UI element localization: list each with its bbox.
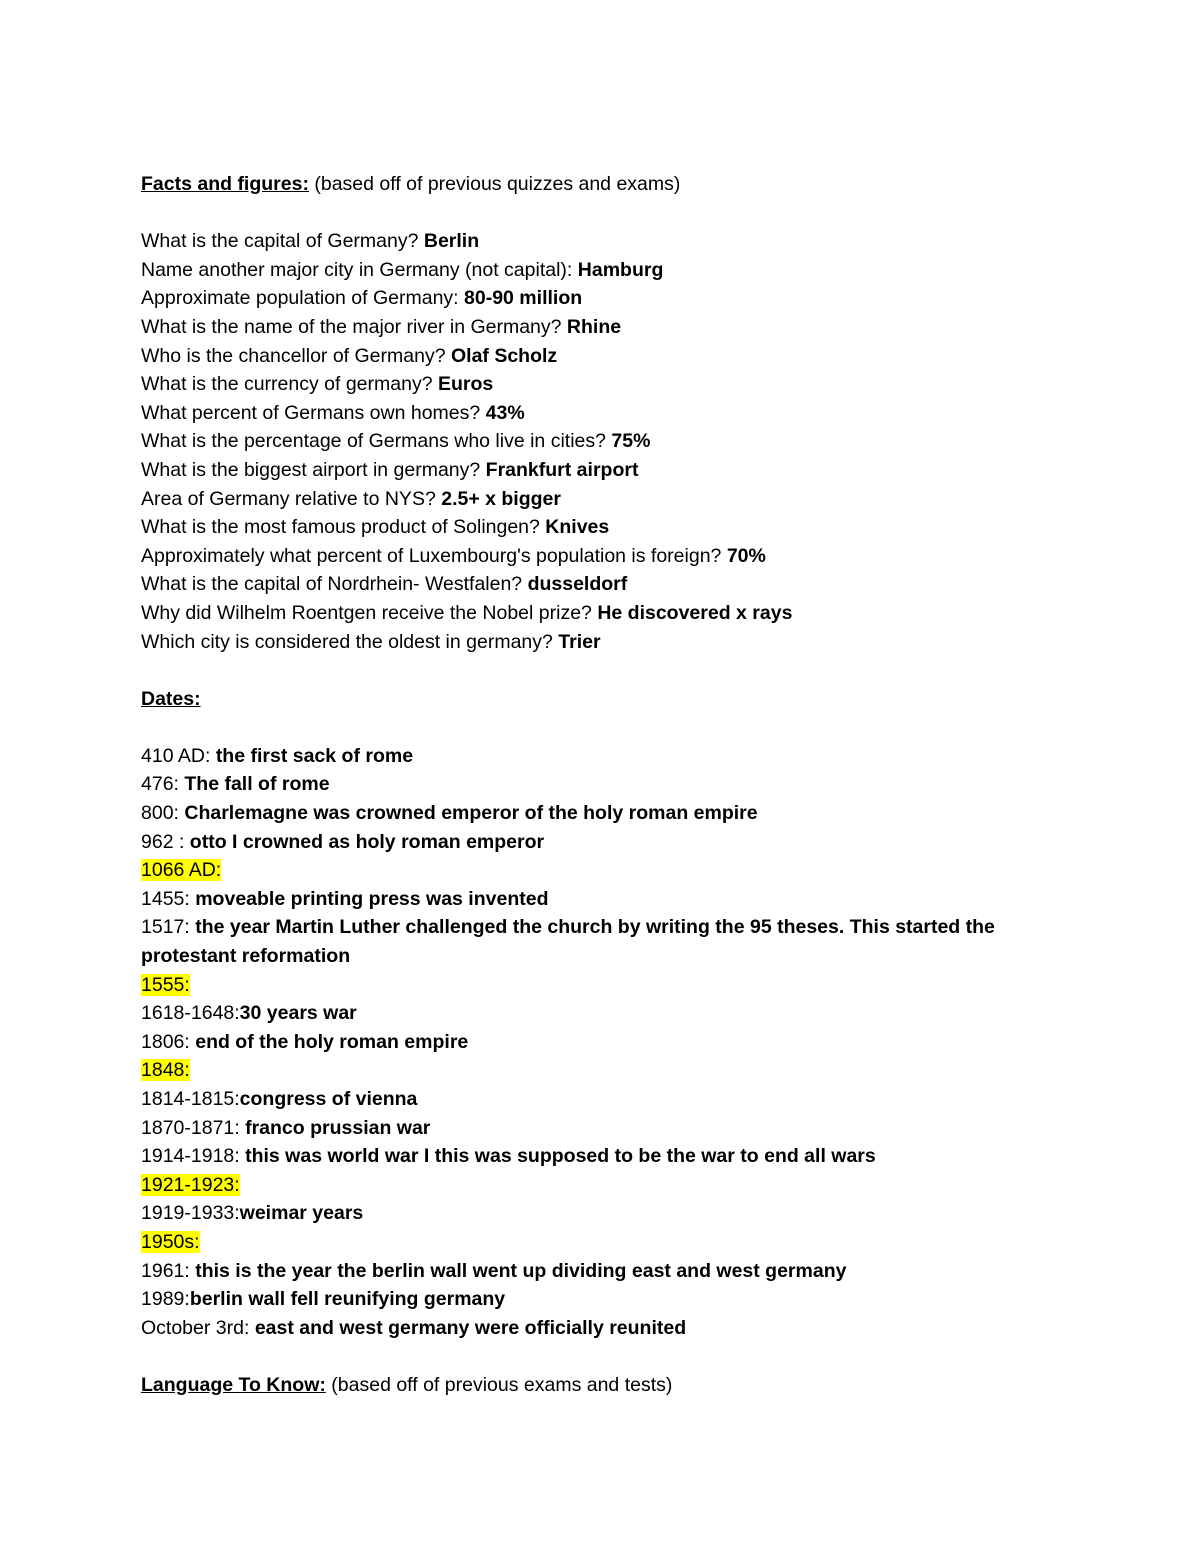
date-item [141, 1028, 1071, 1057]
fact-answer: dusseldorf [527, 573, 628, 596]
language-heading-line [141, 1371, 1071, 1400]
date-label: 410 AD: [141, 744, 216, 767]
date-item [141, 999, 1071, 1028]
date-label: 1618-1648: [141, 1002, 240, 1025]
fact-question: What is the biggest airport in germany? [141, 458, 486, 481]
date-item [141, 913, 1071, 970]
date-event: this was world war I this was supposed to be the war to end all wars [245, 1145, 876, 1168]
fact-item [141, 227, 1071, 256]
date-event: the first sack of rome [215, 744, 414, 767]
date-item [141, 1314, 1071, 1343]
fact-question: What is the currency of germany? [141, 373, 438, 396]
date-label: 1806: [141, 1030, 196, 1053]
fact-question: Approximately what percent of Luxembourg's population is foreign? [141, 544, 727, 567]
date-label-highlighted: 1921-1923: [141, 1173, 240, 1196]
fact-item [141, 342, 1071, 371]
date-event: east and west germany were officially reunited [254, 1316, 687, 1339]
fact-question: What percent of Germans own homes? [141, 401, 486, 424]
fact-question: What is the name of the major river in Germany? [141, 315, 567, 338]
date-event: weimar years [239, 1202, 364, 1225]
date-label: 1870-1871: [141, 1116, 246, 1139]
fact-answer: Rhine [566, 315, 622, 338]
date-label: 476: [141, 773, 185, 796]
date-item [141, 1228, 1071, 1257]
dates-heading: Dates: [141, 687, 201, 710]
date-label: 800: [141, 802, 185, 825]
date-label: October 3rd: [141, 1316, 255, 1339]
fact-item [141, 427, 1071, 456]
date-item [141, 1171, 1071, 1200]
fact-item [141, 399, 1071, 428]
fact-answer: Frankfurt airport [485, 458, 639, 481]
fact-item [141, 284, 1071, 313]
dates-list [141, 742, 1071, 1342]
date-label: 1455: [141, 887, 196, 910]
date-label: 962 : [141, 830, 190, 853]
date-item [141, 856, 1071, 885]
fact-item [141, 313, 1071, 342]
facts-heading-line [141, 170, 1071, 199]
date-event: Charlemagne was crowned emperor of the holy roman empire [184, 802, 758, 825]
date-item [141, 1142, 1071, 1171]
date-item [141, 1285, 1071, 1314]
date-item [141, 828, 1071, 857]
fact-item [141, 599, 1071, 628]
date-label: 1914-1918: [141, 1145, 246, 1168]
date-label: 1919-1933: [141, 1202, 240, 1225]
fact-question: Name another major city in Germany (not capital): [141, 258, 578, 281]
date-item [141, 971, 1071, 1000]
fact-question: Area of Germany relative to NYS? [141, 487, 442, 510]
date-event: The fall of rome [184, 773, 330, 796]
fact-question: Why did Wilhelm Roentgen receive the Nobel prize? [141, 601, 598, 624]
fact-item [141, 485, 1071, 514]
date-event: moveable printing press was invented [195, 887, 549, 910]
fact-question: What is the percentage of Germans who live in cities? [141, 430, 612, 453]
date-item [141, 1199, 1071, 1228]
dates-heading-line [141, 685, 1071, 714]
date-label: 1814-1815: [141, 1088, 240, 1110]
fact-question: What is the capital of Nordrhein- Westfalen? [141, 573, 528, 596]
date-label: 1989: [141, 1288, 190, 1311]
fact-answer: 2.5+ x bigger [441, 487, 561, 510]
fact-answer: 43% [485, 401, 525, 424]
date-item [141, 742, 1071, 771]
date-item [141, 1085, 1071, 1114]
fact-answer: 70% [726, 544, 766, 567]
fact-item [141, 370, 1071, 399]
fact-question: Approximate population of Germany: [141, 287, 465, 310]
date-event: the year Martin Luther challenged the church by writing the 95 theses. This started the protestant reformation [141, 916, 995, 968]
fact-question: What is the most famous product of Solingen? [141, 516, 546, 539]
date-label-highlighted: 1950s: [141, 1230, 200, 1253]
date-label-highlighted: 1066 AD: [141, 859, 222, 882]
date-label: 1517: [141, 916, 196, 939]
date-event: otto I crowned as holy roman emperor [189, 830, 545, 853]
fact-answer: Trier [558, 630, 601, 653]
fact-item [141, 542, 1071, 571]
fact-item [141, 513, 1071, 542]
fact-answer: 80-90 million [464, 287, 583, 310]
fact-answer: 75% [611, 430, 651, 453]
fact-item [141, 570, 1071, 599]
date-event: berlin wall fell reunifying germany [189, 1288, 506, 1311]
facts-note: (based off of previous quizzes and exams) [308, 173, 681, 195]
language-note: (based off of previous exams and tests) [325, 1373, 673, 1396]
date-item [141, 1056, 1071, 1085]
spacer [141, 656, 1071, 685]
spacer [141, 713, 1071, 742]
fact-answer: Euros [437, 373, 494, 396]
date-label-highlighted: 1555: [141, 973, 190, 996]
fact-answer: Berlin [423, 230, 480, 253]
document-page [141, 170, 1071, 1400]
fact-question: Who is the chancellor of Germany? [141, 344, 451, 367]
date-label-highlighted: 1848: [141, 1059, 190, 1082]
spacer [141, 1342, 1071, 1371]
fact-item [141, 628, 1071, 657]
fact-answer: Olaf Scholz [450, 344, 558, 367]
fact-item [141, 256, 1071, 285]
date-item [141, 799, 1071, 828]
date-item [141, 1257, 1071, 1286]
date-label: 1961: [141, 1259, 196, 1282]
date-item [141, 770, 1071, 799]
language-heading: Language To Know: [141, 1373, 326, 1396]
date-item [141, 885, 1071, 914]
facts-heading: Facts and figures: [141, 173, 309, 195]
date-event: 30 years war [239, 1002, 357, 1025]
date-event: end of the holy roman empire [195, 1030, 469, 1053]
fact-answer: Knives [545, 516, 610, 539]
fact-item [141, 456, 1071, 485]
fact-question: Which city is considered the oldest in germany? [141, 630, 559, 653]
spacer [141, 199, 1071, 228]
date-event: congress of vienna [239, 1088, 418, 1110]
date-item [141, 1114, 1071, 1143]
facts-list [141, 227, 1071, 656]
date-event: this is the year the berlin wall went up dividing east and west germany [195, 1259, 847, 1282]
fact-answer: He discovered x rays [597, 601, 793, 624]
fact-question: What is the capital of Germany? [141, 230, 424, 253]
date-event: franco prussian war [245, 1116, 431, 1139]
fact-answer: Hamburg [577, 258, 664, 281]
